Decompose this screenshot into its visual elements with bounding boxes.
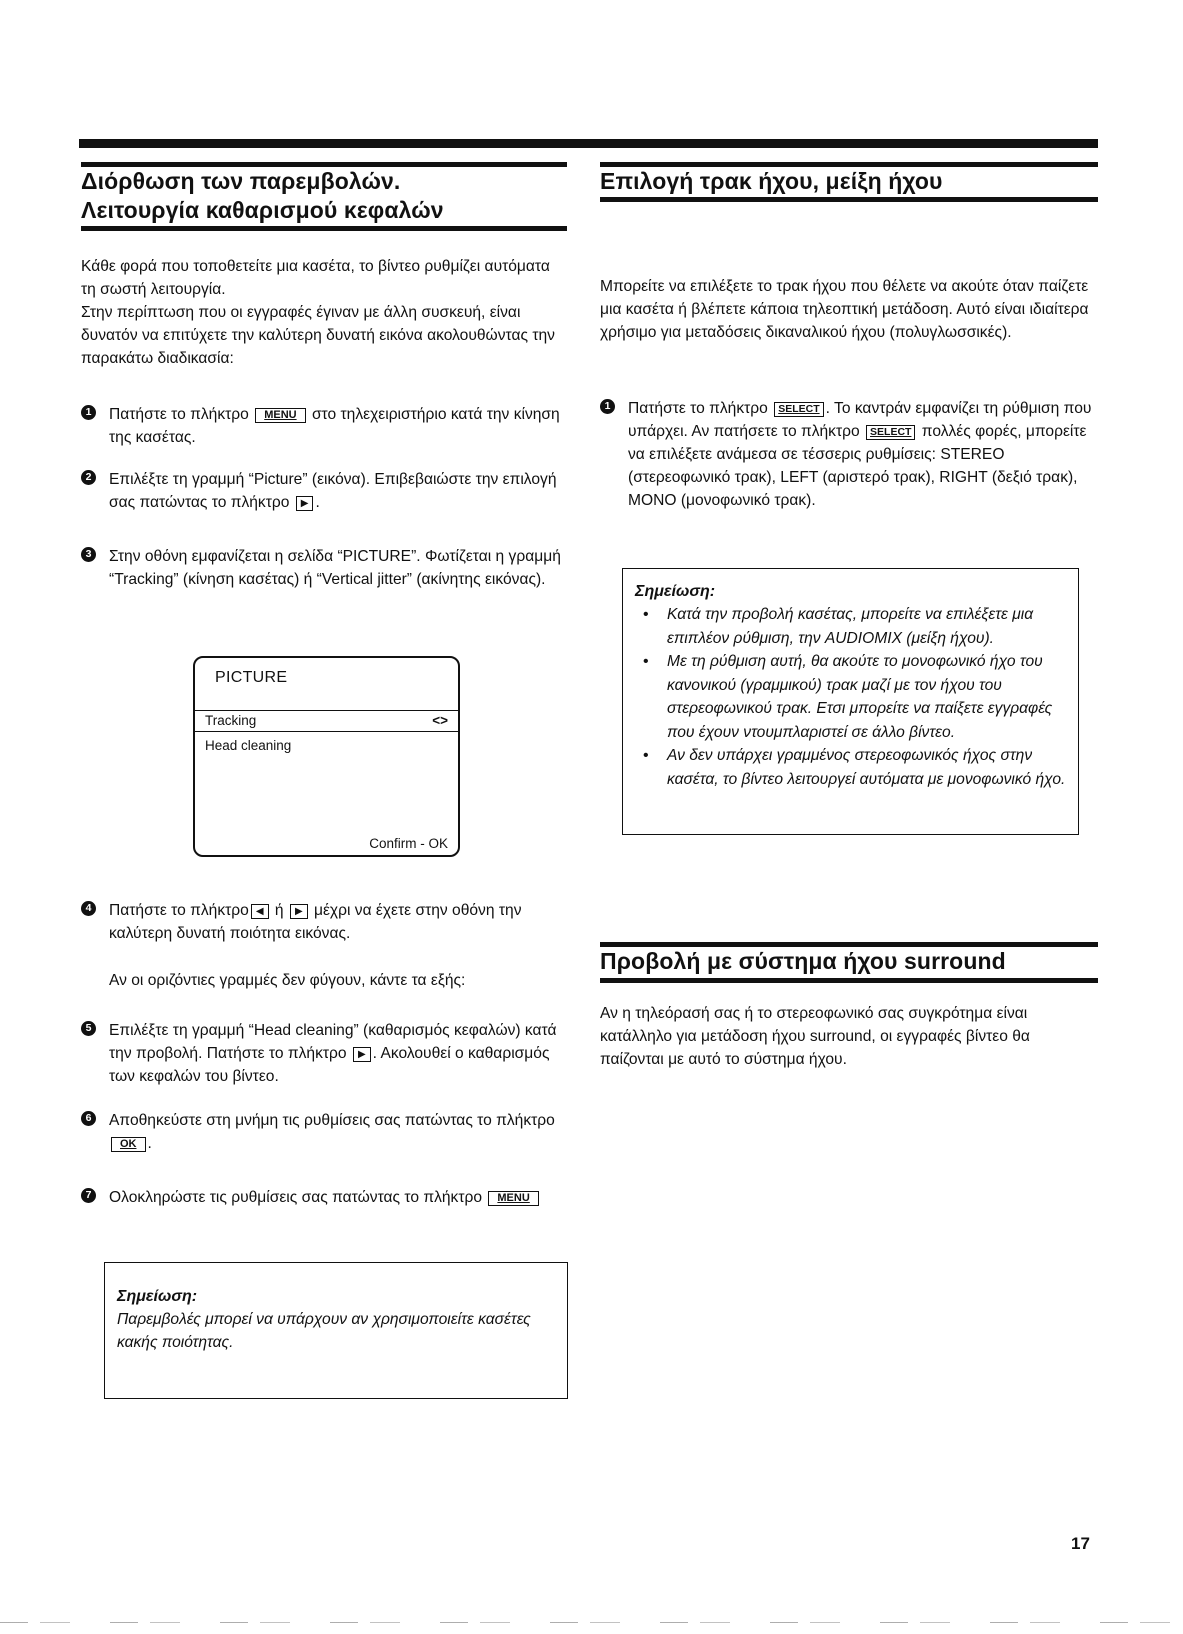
step-text: Επιλέξτε τη γραμμή “Head cleaning” (καθαρισμός κεφαλών) κατά την προβολή. Πατήστε το πλήκτρο [109, 1022, 557, 1062]
left-step-4 [81, 899, 571, 945]
left-interlude: Αν οι οριζόντιες γραμμές δεν φύγουν, κάντε τα εξής: [109, 972, 466, 989]
note-body: Παρεμβολές μπορεί να υπάρχουν αν χρησιμοποιείτε κασέτες κακής ποιότητας. [117, 1311, 531, 1351]
step-text: Αποθηκεύστε στη μνήμη τις ρυθμίσεις σας πατώντας το πλήκτρο [109, 1112, 555, 1129]
step-number-1: 1 [81, 405, 96, 420]
step-text: Πατήστε το πλήκτρο [628, 400, 768, 417]
left-step-1 [81, 403, 571, 449]
step-text: . Το καντράν εμφανίζει τη ρύθμιση που υπάρχει. Αν πατήσετε το πλήκτρο [628, 400, 1092, 440]
left-title-line2: Λειτουργία καθαρισμού κεφαλών [81, 197, 444, 223]
page-number: 17 [1071, 1534, 1090, 1553]
step-number-4: 4 [81, 901, 96, 916]
osd-row-label: Tracking [205, 713, 257, 728]
left-step-5 [81, 1019, 571, 1088]
note-bullet: • Αν δεν υπάρχει γραμμένος στερεοφωνικός ήχος στην κασέτα, το βίντεο λειτουργεί αυτόματα με μονοφωνικό ήχο. [635, 744, 1068, 791]
adjust-arrows-icon: <> [432, 713, 448, 728]
step-text: . [315, 494, 320, 511]
left-title-rule-bottom [81, 226, 567, 231]
right-step-1 [600, 397, 1100, 512]
step-text: μέχρι να έχετε στην οθόνη την καλύτερη δυνατή ποιότητα εικόνας. [109, 902, 522, 942]
right-arrow-key: ▶ [296, 496, 314, 511]
step-text: ή [274, 902, 284, 919]
step-text: Πατήστε το πλήκτρο [109, 902, 249, 919]
right-section-title: Επιλογή τρακ ήχου, μείξη ήχου [600, 168, 943, 194]
osd-picture-menu [193, 656, 460, 857]
step-number-5: 5 [81, 1021, 96, 1036]
right-arrow-key: ▶ [353, 1047, 371, 1062]
select-key: SELECT [866, 425, 915, 440]
step-text: . [147, 1135, 152, 1152]
left-arrow-key: ◀ [251, 904, 269, 919]
menu-key: MENU [255, 408, 305, 423]
right-title-rule-bottom [600, 197, 1098, 202]
osd-confirm-hint: Confirm - OK [369, 836, 448, 851]
osd-row-head-cleaning [195, 738, 458, 753]
surround-body: Αν η τηλεόρασή σας ή το στερεοφωνικό σας συγκρότημα είναι κατάλληλο για μετάδοση ήχου surround, οι εγγραφές βίντεο θα παίζονται με αυτό το σύστημα ήχου. [600, 1005, 1030, 1068]
left-title-line1: Διόρθωση των παρεμβολών. [81, 168, 401, 194]
left-step-2 [81, 468, 571, 514]
step-number-3: 3 [81, 547, 96, 562]
step-text: Ολοκληρώστε τις ρυθμίσεις σας πατώντας το πλήκτρο [109, 1189, 483, 1206]
right-arrow-key: ▶ [290, 904, 308, 919]
left-step-6 [81, 1109, 571, 1155]
step-number-1: 1 [600, 399, 615, 414]
osd-row-tracking [195, 710, 458, 732]
note-bullet-list [635, 603, 1068, 791]
left-intro-2: Στην περίπτωση που οι εγγραφές έγιναν με άλλη συσκευή, είναι δυνατόν να επιτύχετε την καλύτερη δυνατή εικόνα ακολουθώντας την παρακάτω διαδικασία: [81, 304, 555, 367]
step-number-2: 2 [81, 470, 96, 485]
right-intro: Μπορείτε να επιλέξετε το τρακ ήχου που θέλετε να ακούτε όταν παίζετε μια κασέτα ή βλέπετε κάποια τηλεοπτική μετάδοση. Αυτό είναι ιδιαίτερα χρήσιμο για μεταδόσεις δικαναλικού ήχου (πολυγλωσσικές). [600, 278, 1089, 341]
left-step-7 [81, 1186, 581, 1209]
surround-section-title: Προβολή με σύστημα ήχου surround [600, 948, 1006, 974]
ok-key: OK [111, 1137, 146, 1152]
osd-row-label: Head cleaning [205, 738, 292, 753]
note-title: Σημείωση: [635, 583, 716, 600]
note-bullet: • Με τη ρύθμιση αυτή, θα ακούτε το μονοφωνικό ήχο του κανονικού (γραμμικού) τρακ μαζί με τον ήχου του στερεοφωνικού τρακ. Ετσι μπορείτε να παίξετε εγγραφές που έχουν ντουμπλαριστεί σε άλλο βίντεο. [635, 650, 1068, 744]
step-text: πολλές φορές, μπορείτε να επιλέξετε ανάμεσα σε τέσσερις ρυθμίσεις: STEREO (στερεοφωνικό τρακ), LEFT (αριστερό τρακ), RIGHT (δεξιό τρακ), MONO (μονοφωνικό τρακ). [628, 423, 1087, 509]
left-step-3 [81, 545, 571, 591]
top-rule [79, 139, 1098, 148]
left-section-title [81, 167, 567, 225]
step-number-7: 7 [81, 1188, 96, 1203]
menu-key: MENU [488, 1191, 538, 1206]
step-text: . Ακολουθεί ο καθαρισμός των κεφαλών του βίντεο. [109, 1045, 550, 1085]
step-text: Επιλέξτε τη γραμμή “Picture” (εικόνα). Επιβεβαιώστε την επιλογή σας πατώντας το πλήκτρο [109, 471, 557, 511]
step-text: στο τηλεχειριστήριο κατά την κίνηση της κασέτας. [109, 406, 560, 446]
note-bullet: • Κατά την προβολή κασέτας, μπορείτε να επιλέξετε μια επιπλέον ρύθμιση, την AUDIOMIX (μείξη ήχου). [635, 603, 1068, 650]
step-number-6: 6 [81, 1111, 96, 1126]
left-intro: Κάθε φορά που τοποθετείτε μια κασέτα, το βίντεο ρυθμίζει αυτόματα τη σωστή λειτουργία. [81, 258, 550, 298]
right-note-box [622, 568, 1079, 835]
note-title: Σημείωση: [117, 1288, 198, 1305]
step-text: Στην οθόνη εμφανίζεται η σελίδα “PICTURE”. Φωτίζεται η γραμμή “Tracking” (κίνηση κασέτας) ή “Vertical jitter” (ακίνητης εικόνας). [109, 548, 561, 588]
select-key: SELECT [774, 402, 823, 417]
scan-artifact-line [0, 1622, 1183, 1623]
osd-title: PICTURE [215, 669, 288, 686]
step-text: Πατήστε το πλήκτρο [109, 406, 249, 423]
left-note-box [104, 1262, 568, 1399]
surround-title-rule-bottom [600, 978, 1098, 983]
